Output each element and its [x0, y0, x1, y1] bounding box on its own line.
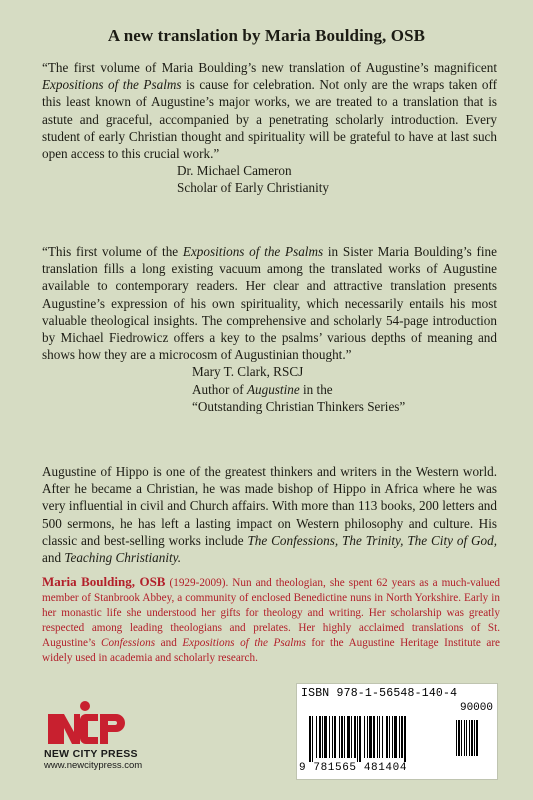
- endorser-name: Dr. Michael Cameron: [177, 163, 292, 179]
- ean-left-group: 781565: [313, 762, 357, 774]
- endorser-title: [192, 381, 497, 398]
- quote-attribution: [177, 162, 497, 196]
- publisher-block: [44, 696, 194, 771]
- endorsement-clark: [42, 243, 497, 415]
- author-bio: [42, 574, 500, 666]
- ncp-logo: [44, 696, 128, 746]
- ean-right-group: 481404: [363, 762, 408, 774]
- quote-text: “The first volume of Maria Boulding’s new translation of Augustine’s magnificent Expositions of the Psalms is cause for celebration. Not only are the wraps taken off this least known of Augustine’s major works, we are treated to a translation that is astute and graceful, accompanied by a penetrating scholarly introduction. Every student of early Christian thought and spirituality will be grateful to have at last such open access to this crucial work.”: [42, 60, 497, 162]
- endorser-title: Scholar of Early Christianity: [177, 180, 329, 196]
- endorser-name: Mary T. Clark, RSCJ: [192, 364, 304, 380]
- endorsement-cameron: [42, 59, 497, 197]
- quote-text: “This first volume of the Expositions of the Psalms in Sister Maria Boulding’s fine translation fills a long existing vacuum among the translated works of Augustine available to contemporary readers. Her clear and attractive translation presents Augustine’s expression of his own spirituality, which necessarily entails his most valuable theological insights. The comprehensive and scholarly 54-page introduction by Michael Fiedrowicz offers a key to the psalms’ various depths of meaning and shows how they are a microcosm of Augustinian thought.”: [42, 244, 497, 363]
- author-order: , OSB: [131, 574, 166, 589]
- price-code: 90000: [459, 702, 493, 714]
- author-name: Maria Boulding: [42, 574, 132, 589]
- publisher-url: www.newcitypress.com: [44, 760, 143, 771]
- series-name: “Outstanding Christian Thinkers Series”: [192, 398, 406, 414]
- ean-barcode-bars: [307, 716, 447, 762]
- addon-barcode-bars: [455, 716, 491, 756]
- publisher-name: NEW CITY PRESS: [44, 748, 138, 760]
- about-augustine: Augustine of Hippo is one of the greatest thinkers and writers in the Western world. After he became a Christian, he was made bishop of Hippo in Africa where he was very influential in civil and Church affairs. With more than 113 books, 200 letters and 500 sermons, he has left a lasting impact on Western philosophy and culture. His classic and best-selling works include The Confessions, The Trinity, The City of God, and Teaching Christianity.: [42, 464, 497, 566]
- headline: A new translation by Maria Boulding, OSB: [107, 26, 426, 45]
- title-suffix: in the: [299, 381, 333, 397]
- ean-first-digit: 9: [299, 762, 307, 774]
- isbn-number: ISBN 978-1-56548-140-4: [301, 687, 458, 700]
- author-bio-text: Nun and theologian, she spent 62 years as a much-valued member of Stanbrook Abbey, a community of enclosed Benedictine nuns in North Yorkshire. Early in her monastic life she understood her gifts for theology and writing. Her scholarship was greatly respected among leading theologians and prelates. Her highly acclaimed translations of St. Augustine’s Confessions and Expositions of the Psalms for the Augustine Heritage Institute are widely used in academia and scholarly research.: [42, 577, 501, 664]
- isbn-barcode: [296, 683, 498, 780]
- quote-attribution: [192, 363, 497, 415]
- title-prefix: Author of: [192, 381, 247, 397]
- author-dates: (1929-2009).: [165, 577, 233, 589]
- book-title: Augustine: [246, 381, 300, 397]
- ean-digits: [299, 762, 407, 774]
